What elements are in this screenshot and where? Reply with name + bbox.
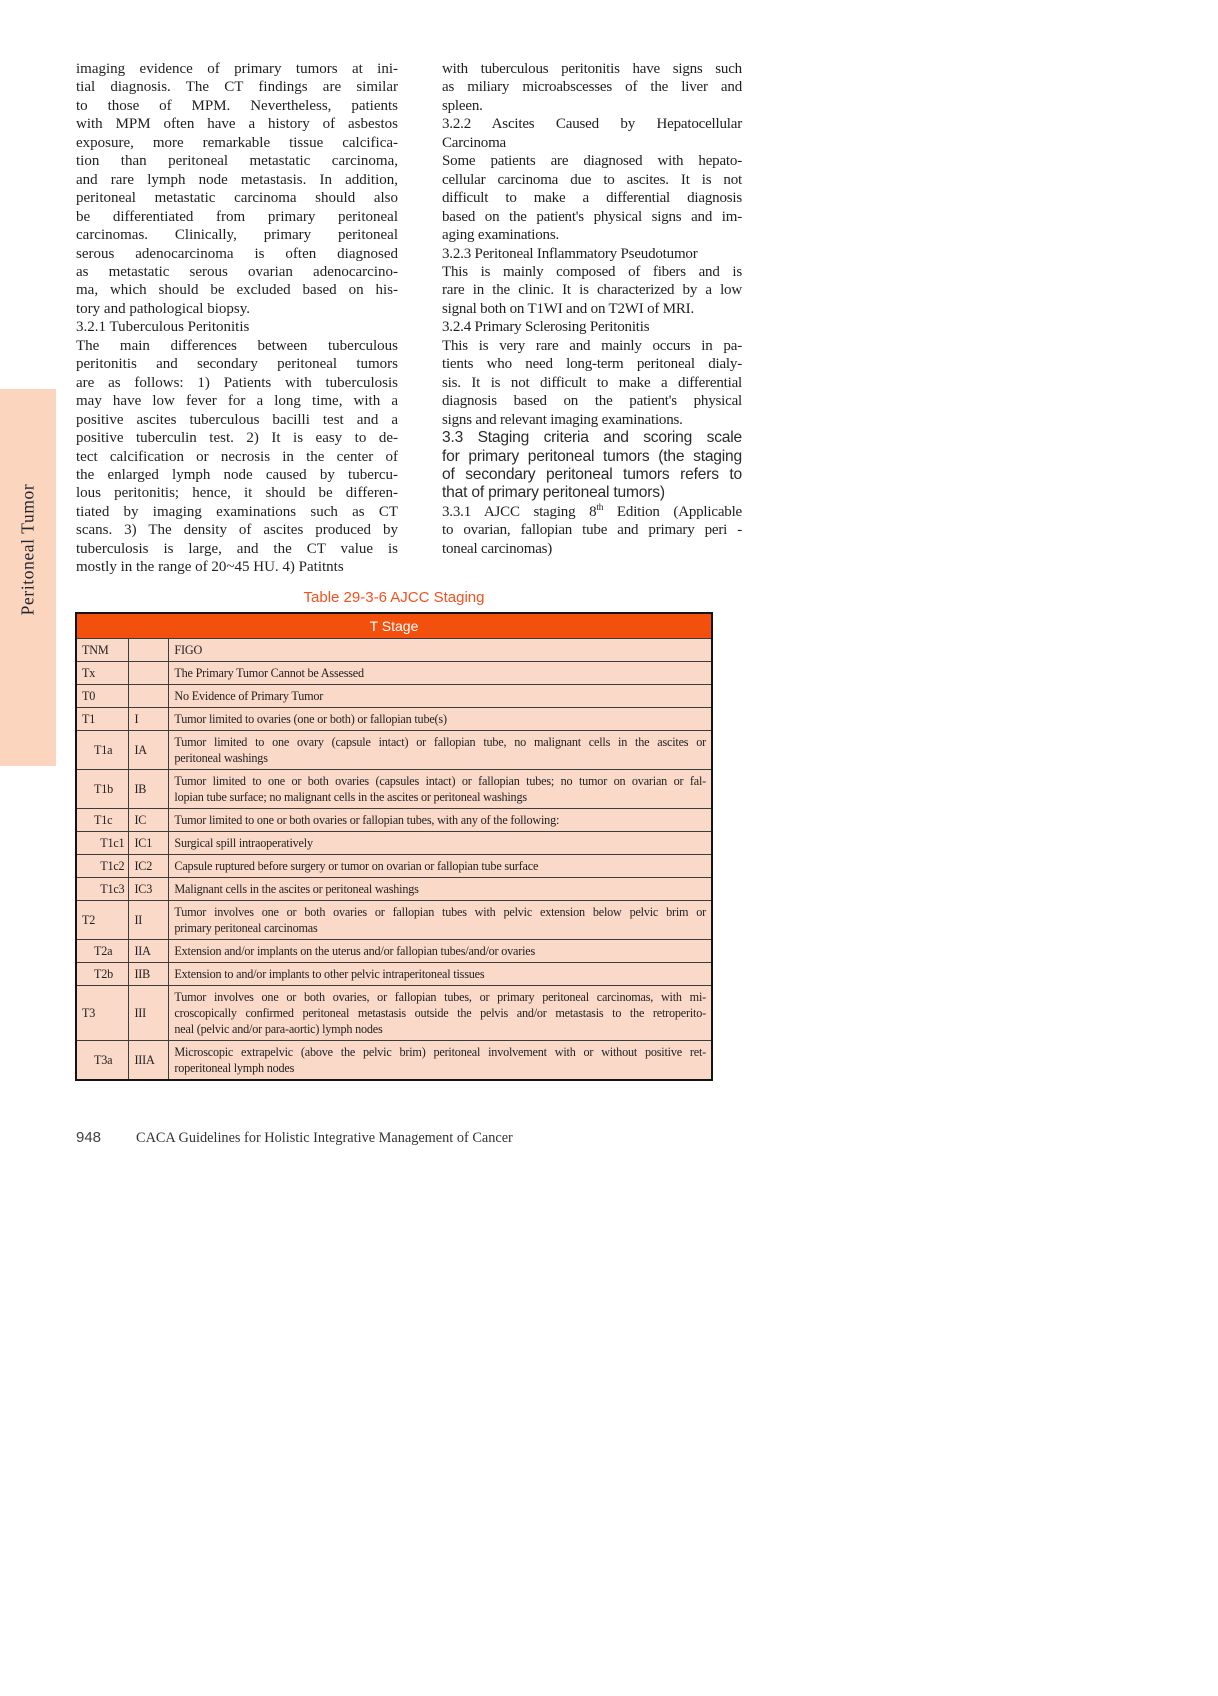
- paragraph: [76, 337, 398, 577]
- table-row: [76, 878, 712, 901]
- text-line: Tumor limited to one ovary (capsule intact) or fallopian tube, no malignant cells in the ascites or: [174, 735, 706, 749]
- text-line: the enlarged lymph node caused by tubercu-: [76, 466, 398, 483]
- cell-figo: IC1: [129, 832, 169, 855]
- text-line: [442, 503, 742, 521]
- cell-tnm: T1a: [76, 731, 129, 770]
- paragraph: [442, 245, 742, 263]
- table-row: [76, 809, 712, 832]
- text-line: The main differences between tuberculous: [76, 337, 398, 354]
- text-line: be differentiated from primary peritoneal: [76, 208, 398, 225]
- cell-description: [169, 708, 712, 731]
- text-line: neal (pelvic and/or para-aortic) lymph nodes: [174, 1022, 383, 1036]
- cell-figo: IA: [129, 731, 169, 770]
- cell-figo: IIB: [129, 963, 169, 986]
- book-title: CACA Guidelines for Holistic Integrative Management of Cancer: [136, 1130, 513, 1146]
- cell-tnm: T3a: [76, 1041, 129, 1081]
- paragraph: [442, 337, 742, 429]
- cell-tnm: T2a: [76, 940, 129, 963]
- paragraph: [442, 318, 742, 336]
- paragraph: [442, 152, 742, 244]
- text-line: diagnosis based on the patient's physical: [442, 393, 742, 410]
- cell-figo: IIIA: [129, 1041, 169, 1081]
- table-row: [76, 770, 712, 809]
- cell-figo: IC2: [129, 855, 169, 878]
- text-line: of secondary peritoneal tumors refers to: [442, 465, 742, 483]
- paragraph: [76, 318, 398, 336]
- paragraph: [442, 60, 742, 115]
- paragraph: [442, 503, 742, 558]
- cell-figo: I: [129, 708, 169, 731]
- cell-tnm: Tx: [76, 662, 129, 685]
- cell-tnm: T3: [76, 986, 129, 1041]
- text-line: 3.2.2 Ascites Caused by Hepatocellular: [442, 116, 742, 133]
- text-line: serous adenocarcinoma is often diagnosed: [76, 245, 398, 262]
- cell-description: [169, 770, 712, 809]
- cell-figo: [129, 639, 169, 662]
- paragraph: [442, 263, 742, 318]
- text-line: The Primary Tumor Cannot be Assessed: [174, 666, 364, 680]
- text-line: tiated by imaging examinations such as CT: [76, 503, 398, 520]
- text-column-left: [76, 60, 398, 577]
- text-line: Malignant cells in the ascites or peritoneal washings: [174, 882, 419, 896]
- table-header-t-stage: T Stage: [76, 613, 712, 639]
- text-line: 3.3 Staging criteria and scoring scale: [442, 429, 742, 447]
- page-footer: [76, 1129, 513, 1147]
- text-line: imaging evidence of primary tumors at ini-: [76, 61, 398, 77]
- cell-tnm: T2b: [76, 963, 129, 986]
- cell-description: [169, 809, 712, 832]
- text-line: spleen.: [442, 97, 483, 114]
- text-line: for primary peritoneal tumors (the staging: [442, 447, 742, 465]
- cell-tnm: T1c3: [76, 878, 129, 901]
- cell-tnm: TNM: [76, 639, 129, 662]
- cell-tnm: T1: [76, 708, 129, 731]
- table-row: [76, 855, 712, 878]
- cell-description: [169, 855, 712, 878]
- text-segment: Edition (Applicable: [603, 503, 743, 520]
- text-line: to those of MPM. Nevertheless, patients: [76, 97, 398, 114]
- cell-figo: IIA: [129, 940, 169, 963]
- text-line: No Evidence of Primary Tumor: [174, 689, 324, 703]
- text-line: cellular carcinoma due to ascites. It is not: [442, 171, 742, 188]
- table-row: [76, 986, 712, 1041]
- text-line: croscopically confirmed peritoneal metastasis outside the pelvis and/or metastasis to the retroperito-: [174, 1006, 706, 1020]
- text-line: ma, which should be excluded based on his-: [76, 282, 398, 299]
- text-line: tuberculosis is large, and the CT value is: [76, 540, 398, 557]
- text-line: rare in the clinic. It is characterized by a low: [442, 282, 742, 299]
- cell-tnm: T1c1: [76, 832, 129, 855]
- text-line: Surgical spill intraoperatively: [174, 836, 313, 850]
- text-line: toneal carcinomas): [442, 540, 553, 557]
- text-line: with tuberculous peritonitis have signs such: [442, 61, 742, 77]
- text-line: signal both on T1WI and on T2WI of MRI.: [442, 300, 695, 317]
- text-line: Tumor involves one or both ovaries or fallopian tubes with pelvic extension below pelvic brim or: [174, 905, 706, 919]
- cell-description: [169, 878, 712, 901]
- text-line: Tumor involves one or both ovaries, or fallopian tubes, or primary peritoneal carcinomas, with mi-: [174, 990, 706, 1004]
- text-line: peritonitis and secondary peritoneal tumors: [76, 356, 398, 373]
- cell-figo: [129, 662, 169, 685]
- text-line: 3.2.3 Peritoneal Inflammatory Pseudotumor: [442, 245, 698, 262]
- text-line: scans. 3) The density of ascites produced by: [76, 522, 398, 539]
- cell-tnm: T1b: [76, 770, 129, 809]
- text-segment: 3.3.1 AJCC staging 8: [442, 503, 597, 520]
- text-line: sis. It is not difficult to make a differential: [442, 374, 742, 391]
- cell-description: [169, 639, 712, 662]
- cell-tnm: T1c: [76, 809, 129, 832]
- text-line: primary peritoneal carcinomas: [174, 921, 318, 935]
- text-line: Some patients are diagnosed with hepato-: [442, 153, 742, 170]
- superscript: th: [596, 502, 604, 513]
- text-line: Tumor limited to one or both ovaries (capsules intact) or fallopian tubes; no tumor on ovarian or fal-: [174, 774, 706, 788]
- text-line: positive tuberculin test. 2) It is easy to de-: [76, 430, 398, 447]
- cell-figo: IC: [129, 809, 169, 832]
- text-line: and rare lymph node metastasis. In addition,: [76, 171, 398, 188]
- cell-figo: [129, 685, 169, 708]
- ajcc-staging-table: [75, 612, 713, 1081]
- text-line: 3.2.4 Primary Sclerosing Peritonitis: [442, 319, 650, 336]
- table-row: [76, 662, 712, 685]
- cell-tnm: T0: [76, 685, 129, 708]
- text-line: aging examinations.: [442, 227, 560, 244]
- section-heading: [442, 429, 742, 503]
- chapter-tab-label: Peritoneal Tumor: [17, 483, 38, 616]
- table-row: [76, 685, 712, 708]
- text-line: Microscopic extrapelvic (above the pelvic brim) peritoneal involvement with or without positive ret-: [174, 1045, 706, 1059]
- text-line: that of primary peritoneal tumors): [442, 484, 665, 502]
- cell-description: [169, 1041, 712, 1081]
- cell-tnm: T2: [76, 901, 129, 940]
- text-line: mostly in the range of 20~45 HU. 4) Patitnts: [76, 559, 344, 576]
- text-line: This is very rare and mainly occurs in pa-: [442, 337, 742, 354]
- text-line: lopian tube surface; no malignant cells in the ascites or peritoneal washings: [174, 790, 527, 804]
- table-row: [76, 832, 712, 855]
- page-number: 948: [76, 1129, 102, 1146]
- table-row: [76, 639, 712, 662]
- text-line: positive ascites tuberculous bacilli test and a: [76, 411, 398, 428]
- text-line: to ovarian, fallopian tube and primary peri -: [442, 522, 742, 539]
- text-line: are as follows: 1) Patients with tuberculosis: [76, 374, 398, 391]
- text-line: lous peritonitis; hence, it should be differen-: [76, 485, 398, 502]
- cell-description: [169, 662, 712, 685]
- text-line: as miliary microabscesses of the liver and: [442, 79, 742, 96]
- text-line: Capsule ruptured before surgery or tumor on ovarian or fallopian tube surface: [174, 859, 539, 873]
- text-line: tion than peritoneal metastatic carcinoma,: [76, 153, 398, 170]
- text-line: tients who need long-term peritoneal dialy-: [442, 356, 742, 373]
- cell-figo: II: [129, 901, 169, 940]
- text-line: Carcinoma: [442, 134, 507, 151]
- text-line: FIGO: [174, 643, 203, 657]
- table-header-row: [76, 613, 712, 639]
- paragraph: [442, 115, 742, 152]
- text-line: Tumor limited to one or both ovaries or fallopian tubes, with any of the following:: [174, 813, 560, 827]
- text-line: may have low fever for a long time, with a: [76, 393, 398, 410]
- text-line: peritoneal metastatic carcinoma should also: [76, 190, 398, 207]
- cell-description: [169, 685, 712, 708]
- text-line: tory and pathological biopsy.: [76, 300, 250, 317]
- text-line: exposure, more remarkable tissue calcifica-: [76, 134, 398, 151]
- text-line: Tumor limited to ovaries (one or both) or fallopian tube(s): [174, 712, 447, 726]
- cell-description: [169, 832, 712, 855]
- table-row: [76, 963, 712, 986]
- table-row: [76, 901, 712, 940]
- cell-description: [169, 731, 712, 770]
- cell-tnm: T1c2: [76, 855, 129, 878]
- text-line: signs and relevant imaging examinations.: [442, 411, 683, 428]
- cell-description: [169, 986, 712, 1041]
- cell-figo: IC3: [129, 878, 169, 901]
- table-caption: Table 29-3-6 AJCC Staging: [303, 589, 485, 606]
- text-line: tial diagnosis. The CT findings are similar: [76, 79, 398, 96]
- text-line: roperitoneal lymph nodes: [174, 1061, 295, 1075]
- cell-description: [169, 963, 712, 986]
- text-line: difficult to make a differential diagnosis: [442, 190, 742, 207]
- cell-description: [169, 901, 712, 940]
- text-line: with MPM often have a history of asbestos: [76, 116, 398, 133]
- table-row: [76, 708, 712, 731]
- chapter-tab: [0, 389, 56, 766]
- text-line: based on the patient's physical signs and im-: [442, 208, 742, 225]
- text-line: 3.2.1 Tuberculous Peritonitis: [76, 319, 250, 336]
- paragraph: [76, 60, 398, 318]
- text-line: as metastatic serous ovarian adenocarcino-: [76, 263, 398, 280]
- table-row: [76, 940, 712, 963]
- text-line: carcinomas. Clinically, primary peritoneal: [76, 227, 398, 244]
- text-line: peritoneal washings: [174, 751, 268, 765]
- text-line: Extension and/or implants on the uterus and/or fallopian tubes/and/or ovaries: [174, 944, 536, 958]
- text-line: tect calcification or necrosis in the center of: [76, 448, 398, 465]
- text-line: Extension to and/or implants to other pelvic intraperitoneal tissues: [174, 967, 485, 981]
- table-row: [76, 1041, 712, 1081]
- text-column-right: [442, 60, 742, 558]
- cell-description: [169, 940, 712, 963]
- cell-figo: III: [129, 986, 169, 1041]
- cell-figo: IB: [129, 770, 169, 809]
- table-row: [76, 731, 712, 770]
- text-line: This is mainly composed of fibers and is: [442, 263, 742, 280]
